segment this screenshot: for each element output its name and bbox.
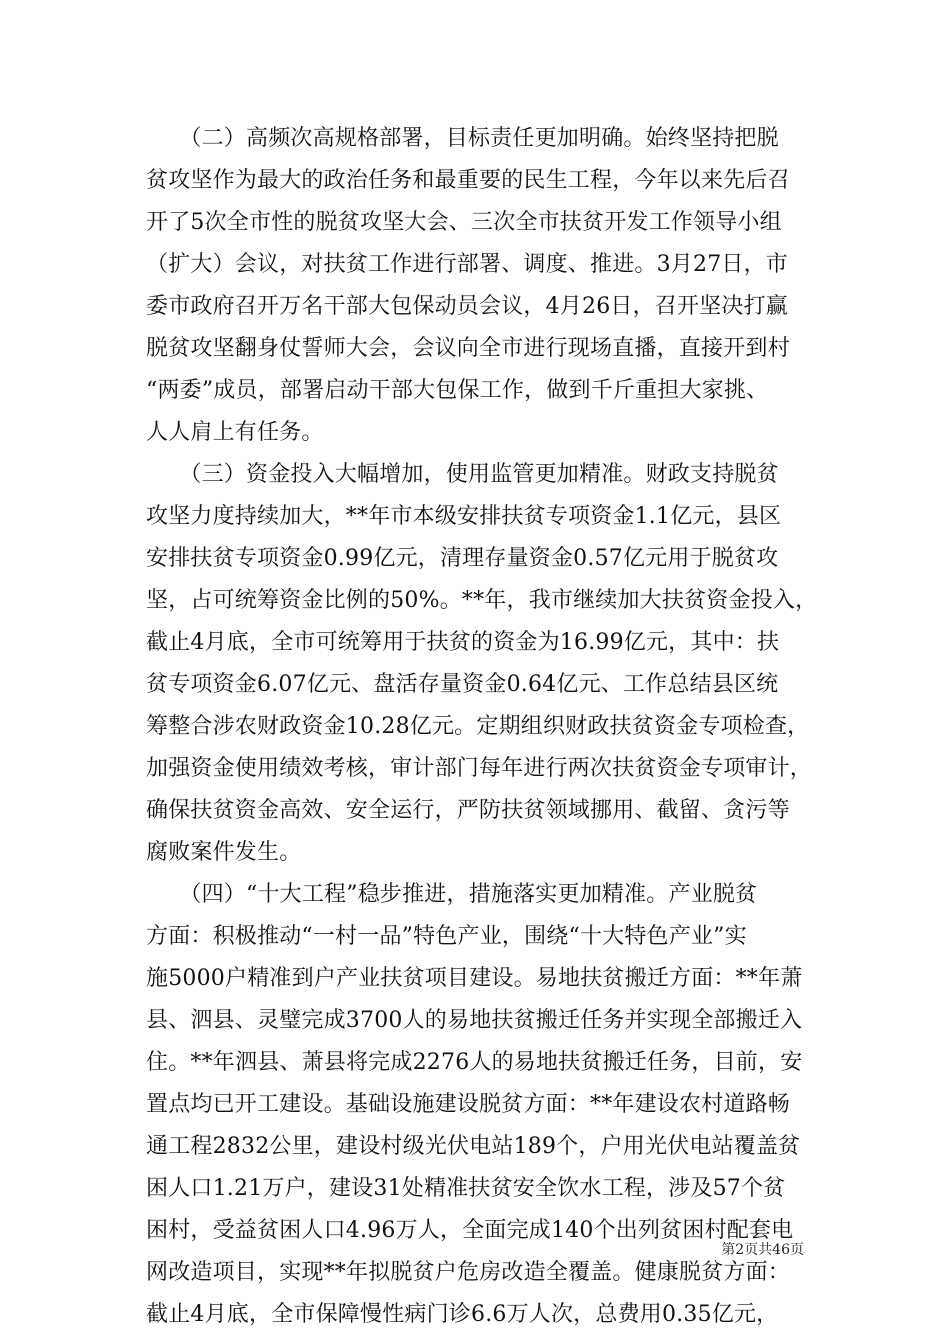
text-line: 住。**年泗县、萧县将完成2276人的易地扶贫搬迁任务，目前，安 — [146, 1050, 803, 1075]
text-line: 困村，受益贫困人口4.96万人，全面完成140个出列贫困村配套电 — [146, 1218, 794, 1243]
text-line: 委市政府召开万名干部大包保动员会议，4月26日，召开坚决打赢 — [146, 294, 788, 319]
text-line: 人人肩上有任务。 — [146, 420, 324, 445]
text-line: （扩大）会议，对扶贫工作进行部署、调度、推进。3月27日，市 — [146, 252, 788, 277]
text-line: 开了5次全市性的脱贫攻坚大会、三次全市扶贫开发工作领导小组 — [146, 210, 782, 235]
text-line: （四）“十大工程”稳步推进，措施落实更加精准。产业脱贫 — [146, 882, 758, 907]
body-text — [146, 118, 818, 1336]
text-line: 脱贫攻坚翻身仗誓师大会，会议向全市进行现场直播，直接开到村 — [146, 336, 790, 361]
text-line: 加强资金使用绩效考核，审计部门每年进行两次扶贫资金专项审计， — [146, 756, 813, 781]
text-line: 攻坚力度持续加大，**年市本级安排扶贫专项资金1.1亿元，县区 — [146, 504, 782, 529]
text-line: 腐败案件发生。 — [146, 840, 302, 865]
text-line: “两委”成员，部署启动干部大包保工作，做到千斤重担大家挑、 — [146, 378, 769, 403]
page-number: 第2页共46页 — [721, 1242, 804, 1258]
text-line: 贫攻坚作为最大的政治任务和最重要的民生工程，今年以来先后召 — [146, 168, 790, 193]
text-line: 置点均已开工建设。基础设施建设脱贫方面：**年建设农村道路畅 — [146, 1092, 791, 1117]
text-line: 安排扶贫专项资金0.99亿元，清理存量资金0.57亿元用于脱贫攻 — [146, 546, 779, 571]
text-line: 截止4月底，全市保障慢性病门诊6.6万人次，总费用0.35亿元， — [146, 1302, 779, 1327]
text-line: （三）资金投入大幅增加，使用监管更加精准。财政支持脱贫 — [146, 462, 779, 487]
text-line: 施5000户精准到户产业扶贫项目建设。易地扶贫搬迁方面：**年萧 — [146, 966, 803, 991]
text-line: （二）高频次高规格部署，目标责任更加明确。始终坚持把脱 — [146, 126, 779, 151]
text-line: 网改造项目，实现**年拟脱贫户危房改造全覆盖。健康脱贫方面： — [146, 1260, 791, 1285]
text-line: 筹整合涉农财政资金10.28亿元。定期组织财政扶贫资金专项检查， — [146, 714, 810, 739]
text-line: 坚，占可统筹资金比例的50%。**年，我市继续加大扶贫资金投入， — [146, 588, 818, 613]
text-line: 方面：积极推动“一村一品”特色产业，围绕“十大特色产业”实 — [146, 924, 747, 949]
text-line: 县、泗县、灵璧完成3700人的易地扶贫搬迁任务并实现全部搬迁入 — [146, 1008, 803, 1033]
text-line: 通工程2832公里，建设村级光伏电站189个，户用光伏电站覆盖贫 — [146, 1134, 801, 1159]
text-line: 截止4月底，全市可统筹用于扶贫的资金为16.99亿元，其中：扶 — [146, 630, 780, 655]
text-line: 困人口1.21万户，建设31处精准扶贫安全饮水工程，涉及57个贫 — [146, 1176, 786, 1201]
text-line: 确保扶贫资金高效、安全运行，严防扶贫领域挪用、截留、贪污等 — [146, 798, 790, 823]
text-line: 贫专项资金6.07亿元、盘活存量资金0.64亿元、工作总结县区统 — [146, 672, 779, 697]
